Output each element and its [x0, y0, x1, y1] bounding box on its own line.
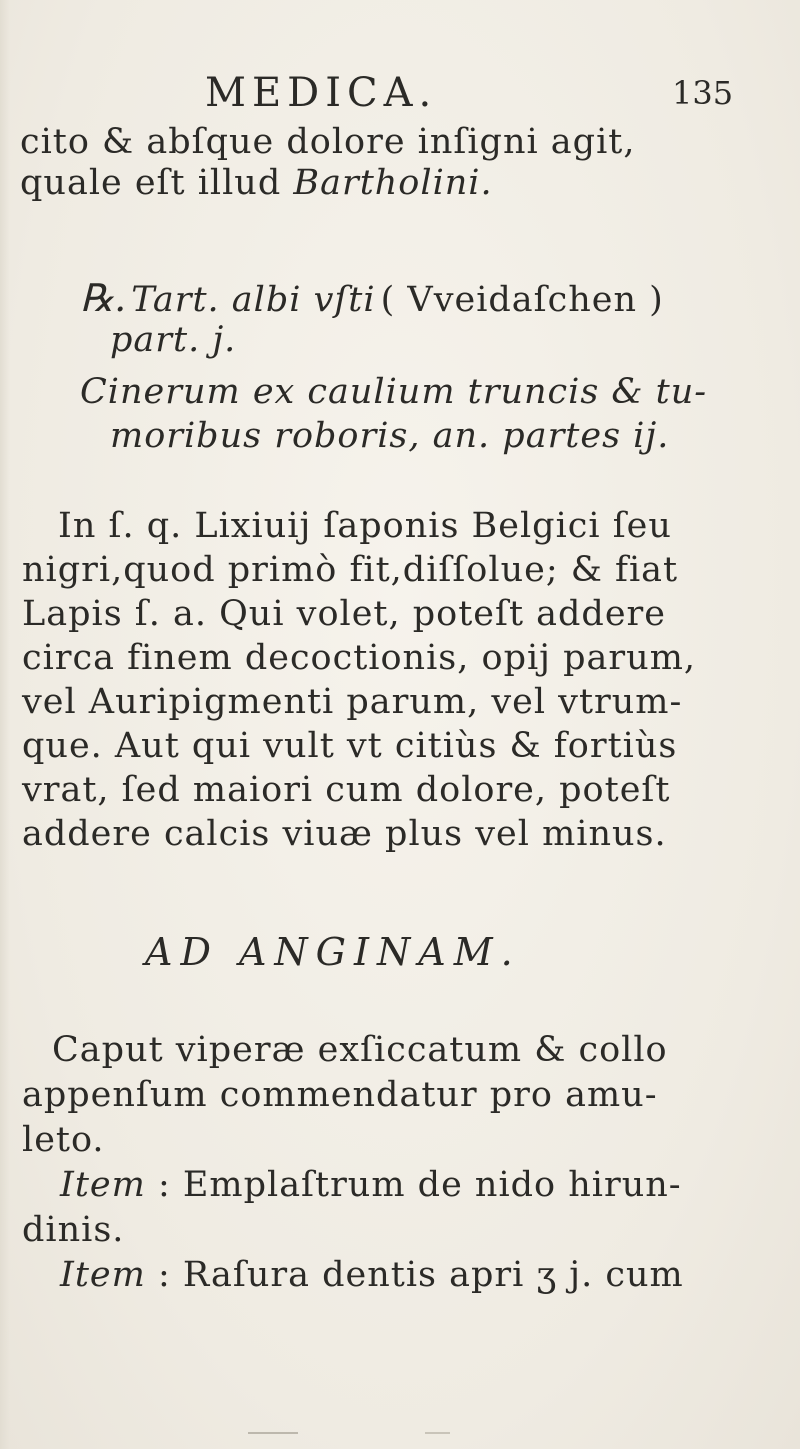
page-number: 135 [672, 74, 734, 112]
text-line: In ſ. q. Lixiuij ſaponis Belgici ſeu [58, 506, 672, 546]
item-label: Item [60, 1165, 146, 1205]
page-header [0, 70, 800, 120]
text-span: : Emplaſtrum de nido hirun- [157, 1165, 682, 1205]
text-line: appenſum commendatur pro amu- [22, 1075, 658, 1115]
text-line: dinis. [22, 1210, 125, 1250]
text-line [60, 1255, 684, 1295]
text-line: vel Auripigmenti parum, vel vtrum- [22, 682, 683, 722]
ingredient-name: Tart. albi vſti [131, 280, 376, 320]
text-line: cito & abſque dolore inſigni agit, [20, 122, 636, 162]
text-line: que. Aut qui vult vt citiùs & fortiùs [22, 726, 678, 766]
text-line: Caput viperæ exſiccatum & collo [52, 1030, 668, 1070]
ingredient-line: moribus roboris, an. partes ij. [110, 416, 670, 456]
text-line: leto. [22, 1120, 105, 1160]
ingredient-vernacular: ( Vveidaſchen ) [380, 280, 664, 320]
author-name: Bartholini. [293, 163, 493, 203]
bleed-through-mark [248, 1432, 298, 1434]
text-line: addere calcis viuæ plus vel minus. [22, 814, 667, 854]
recipe-symbol: ℞. [80, 276, 127, 320]
ingredient-quantity: part. j. [110, 320, 237, 360]
bleed-through-mark [425, 1432, 450, 1434]
text-line [20, 163, 493, 203]
text-span: quale eſt illud [20, 163, 282, 203]
running-title: MEDICA. [205, 70, 438, 116]
section-heading: AD ANGINAM. [145, 930, 521, 974]
text-line [60, 1165, 682, 1205]
page-gutter-shadow [0, 0, 10, 1449]
recipe-line [80, 276, 664, 320]
text-line: vrat, ſed maiori cum dolore, poteſt [22, 770, 671, 810]
text-line: Lapis ſ. a. Qui volet, poteſt addere [22, 594, 666, 634]
text-line: nigri,quod primò fit,diſſolue; & fiat [22, 550, 679, 590]
text-span: : Raſura dentis apri ʒ j. cum [157, 1255, 684, 1295]
ingredient-line: Cinerum ex caulium truncis & tu- [80, 372, 708, 412]
item-label: Item [60, 1255, 146, 1295]
text-line: circa finem decoctionis, opij parum, [22, 638, 697, 678]
